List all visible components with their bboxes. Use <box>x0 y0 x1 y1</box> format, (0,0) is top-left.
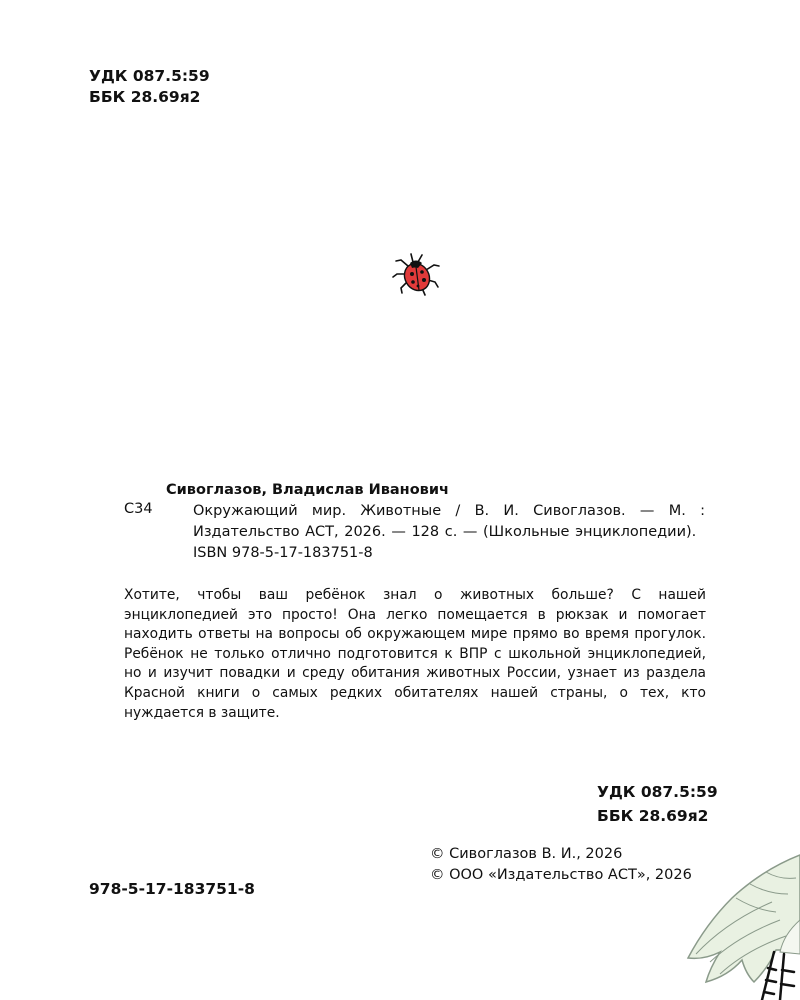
classification-bottom <box>597 780 718 828</box>
annotation-paragraph: Хотите, чтобы ваш ребёнок знал о животных больше? С нашей энциклопедией это просто! Она легко помещается в рюкзак и помогает находить ответы на вопросы об окружающем мире прямо во время прогулок. <box>124 587 706 643</box>
isbn-bottom: 978-5-17-183751-8 <box>89 880 255 898</box>
annotation-paragraph: Ребёнок не только отлично подготовится к ВПР с школьной энциклопедией, но и изучит повадки и среду обитания животных России, узнает из раздела Красной книги о самых редких обитателях нашей страны, о тех, кто нуждается в защите. <box>124 645 706 721</box>
bbk-bottom: ББК 28.69я2 <box>597 807 709 825</box>
copyright-author: © Сивоглазов В. И., 2026 <box>430 846 623 862</box>
isbn-record: ISBN 978-5-17-183751-8 <box>193 545 373 561</box>
author-code: С34 <box>124 501 153 517</box>
udk-bottom: УДК 087.5:59 <box>597 783 718 801</box>
bbk-top: ББК 28.69я2 <box>89 88 201 106</box>
copyright-publisher: © ООО «Издательство АСТ», 2026 <box>430 867 692 883</box>
udk-top: УДК 087.5:59 <box>89 67 210 85</box>
classification-top <box>89 66 210 108</box>
ladybug-icon <box>389 250 443 300</box>
bird-wing-icon <box>676 850 800 1000</box>
author-heading: Сивоглазов, Владислав Иванович <box>166 482 449 498</box>
bibliographic-description: Окружающий мир. Животные / В. И. Сивоглазов. — М. : Издательство АСТ, 2026. — 128 с. — (Школьные энциклопедии). <box>193 503 705 540</box>
copyrights <box>430 844 692 886</box>
annotation <box>124 586 706 723</box>
